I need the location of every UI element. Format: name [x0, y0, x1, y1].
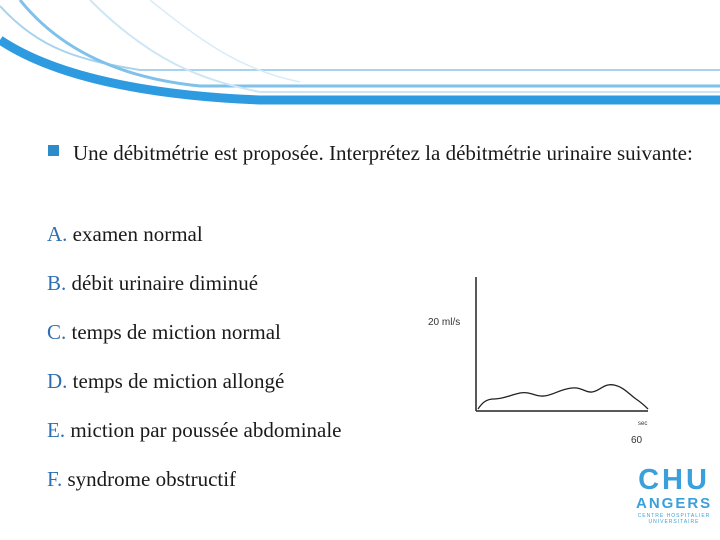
option-text: temps de miction normal	[71, 320, 281, 344]
y-axis-label: 20 ml/s	[428, 317, 461, 328]
option-text: examen normal	[72, 222, 203, 246]
option-letter: B.	[47, 271, 67, 295]
option-letter: C.	[47, 320, 67, 344]
uroflowmetry-chart	[420, 265, 670, 455]
option-c[interactable]	[47, 316, 342, 365]
option-f[interactable]	[47, 463, 342, 512]
logo-angers: ANGERS	[636, 495, 713, 512]
x-axis-unit: sec	[638, 421, 648, 427]
logo-subtitle-2: UNIVERSITAIRE	[648, 519, 700, 525]
logo-subtitle-1: CENTRE HOSPITALIER	[637, 513, 711, 519]
question-block	[44, 138, 709, 169]
flow-curve	[478, 385, 648, 409]
x-axis-tick-label: 60	[631, 435, 643, 446]
option-d[interactable]	[47, 365, 342, 414]
option-text: temps de miction allongé	[72, 369, 285, 393]
square-bullet-icon	[48, 145, 59, 156]
option-letter: F.	[47, 467, 63, 491]
header-decoration	[0, 0, 720, 110]
option-text: syndrome obstructif	[67, 467, 237, 491]
option-letter: E.	[47, 418, 66, 442]
answer-options	[47, 218, 342, 512]
option-e[interactable]	[47, 414, 342, 463]
option-text: débit urinaire diminué	[71, 271, 259, 295]
question-text: Une débitmétrie est proposée. Interprétez la débitmétrie urinaire suivante:	[73, 141, 693, 165]
option-a[interactable]	[47, 218, 342, 267]
option-b[interactable]	[47, 267, 342, 316]
option-letter: A.	[47, 222, 68, 246]
option-letter: D.	[47, 369, 68, 393]
logo-chu: CHU	[638, 464, 710, 496]
chu-angers-logo	[636, 465, 712, 530]
option-text: miction par poussée abdominale	[70, 418, 342, 442]
